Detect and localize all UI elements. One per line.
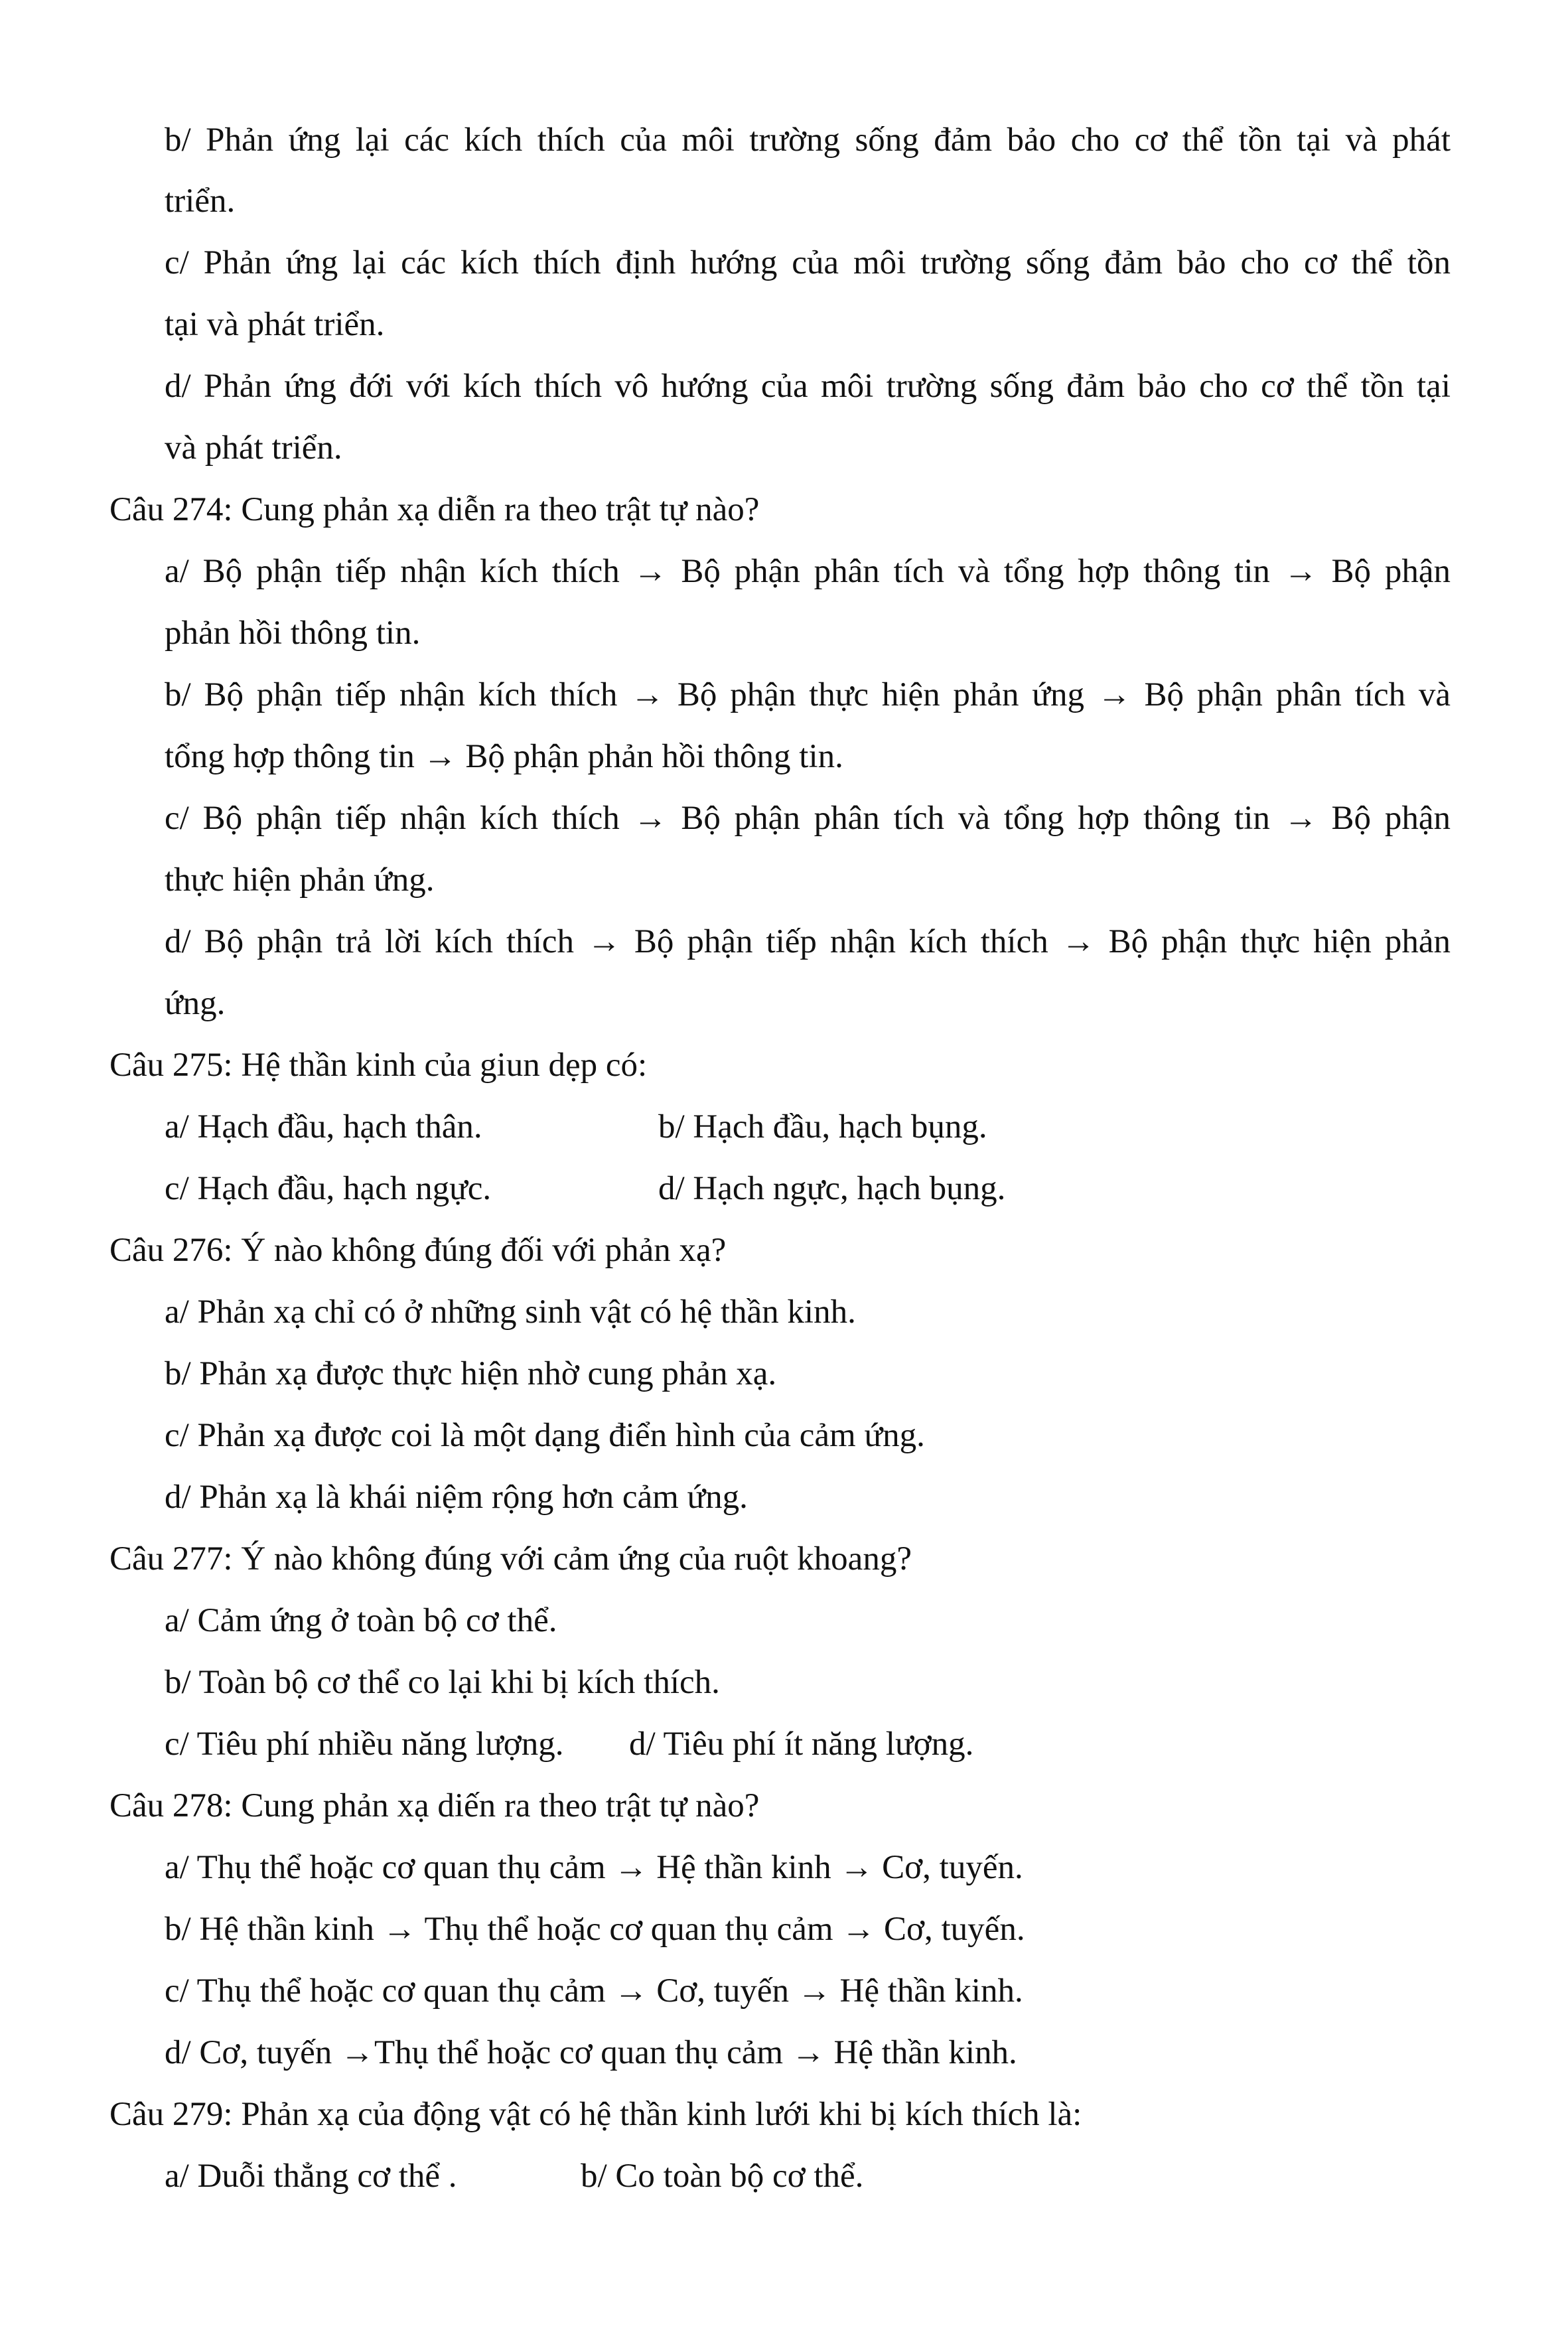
q278-option-d: d/ Cơ, tuyến →Thụ thể hoặc cơ quan thụ cảm → Hệ thần kinh. (165, 2034, 1017, 2071)
q279-question: Câu 279: Phản xạ của động vật có hệ thần kinh lưới khi bị kích thích là: (109, 2096, 1082, 2133)
q274-option-b-line2: tổng hợp thông tin → Bộ phận phản hồi thông tin. (165, 738, 843, 775)
q274-option-a-line1: a/ Bộ phận tiếp nhận kích thích → Bộ phận phân tích và tổng hợp thông tin → Bộ phận (165, 553, 1451, 590)
q276-option-b: b/ Phản xạ được thực hiện nhờ cung phản xạ. (165, 1355, 777, 1392)
q273-option-d-line1: d/ Phản ứng đới với kích thích vô hướng của môi trường sống đảm bảo cho cơ thể tồn tại (165, 368, 1451, 405)
q275-option-c: c/ Hạch đầu, hạch ngực. (165, 1170, 492, 1207)
q274-question: Câu 274: Cung phản xạ diễn ra theo trật tự nào? (109, 491, 760, 528)
q273-option-c-line1: c/ Phản ứng lại các kích thích định hướng của môi trường sống đảm bảo cho cơ thể tồn (165, 244, 1451, 281)
q273-option-d-line2: và phát triển. (165, 429, 342, 467)
q279-option-b: b/ Co toàn bộ cơ thể. (581, 2158, 864, 2195)
q274-option-c-line2: thực hiện phản ứng. (165, 861, 435, 899)
q275-option-b: b/ Hạch đầu, hạch bụng. (658, 1108, 987, 1145)
q277-option-c: c/ Tiêu phí nhiều năng lượng. (165, 1726, 564, 1763)
q278-option-c: c/ Thụ thể hoặc cơ quan thụ cảm → Cơ, tuyến → Hệ thần kinh. (165, 1972, 1023, 2010)
q273-option-c-line2: tại và phát triển. (165, 306, 385, 343)
q278-option-a: a/ Thụ thể hoặc cơ quan thụ cảm → Hệ thần kinh → Cơ, tuyến. (165, 1849, 1023, 1886)
q279-option-a: a/ Duỗi thẳng cơ thể . (165, 2158, 457, 2195)
q275-question: Câu 275: Hệ thần kinh của giun dẹp có: (109, 1047, 648, 1084)
q277-option-a: a/ Cảm ứng ở toàn bộ cơ thể. (165, 1602, 557, 1639)
q274-option-d-line1: d/ Bộ phận trả lời kích thích → Bộ phận tiếp nhận kích thích → Bộ phận thực hiện phản (165, 923, 1451, 960)
q277-option-b: b/ Toàn bộ cơ thể co lại khi bị kích thích. (165, 1664, 720, 1701)
q274-option-a-line2: phản hồi thông tin. (165, 615, 421, 652)
q273-option-b-line1: b/ Phản ứng lại các kích thích của môi trường sống đảm bảo cho cơ thể tồn tại và phát (165, 121, 1451, 159)
q277-option-d: d/ Tiêu phí ít năng lượng. (629, 1726, 974, 1763)
q276-option-a: a/ Phản xạ chỉ có ở những sinh vật có hệ thần kinh. (165, 1293, 856, 1331)
q274-option-c-line1: c/ Bộ phận tiếp nhận kích thích → Bộ phận phân tích và tổng hợp thông tin → Bộ phận (165, 800, 1451, 837)
q278-question: Câu 278: Cung phản xạ diến ra theo trật tự nào? (109, 1787, 760, 1824)
q274-option-b-line1: b/ Bộ phận tiếp nhận kích thích → Bộ phận thực hiện phản ứng → Bộ phận phân tích và (165, 676, 1451, 713)
q276-option-c: c/ Phản xạ được coi là một dạng điển hình của cảm ứng. (165, 1417, 925, 1454)
q275-option-d: d/ Hạch ngực, hạch bụng. (658, 1170, 1006, 1207)
q278-option-b: b/ Hệ thần kinh → Thụ thể hoặc cơ quan thụ cảm → Cơ, tuyến. (165, 1911, 1025, 1948)
q277-question: Câu 277: Ý nào không đúng với cảm ứng của ruột khoang? (109, 1540, 912, 1578)
q276-question: Câu 276: Ý nào không đúng đối với phản xạ? (109, 1232, 727, 1269)
q274-option-d-line2: ứng. (165, 985, 226, 1022)
q275-option-a: a/ Hạch đầu, hạch thân. (165, 1108, 482, 1145)
q273-option-b-line2: triển. (165, 183, 236, 220)
q276-option-d: d/ Phản xạ là khái niệm rộng hơn cảm ứng. (165, 1479, 748, 1516)
